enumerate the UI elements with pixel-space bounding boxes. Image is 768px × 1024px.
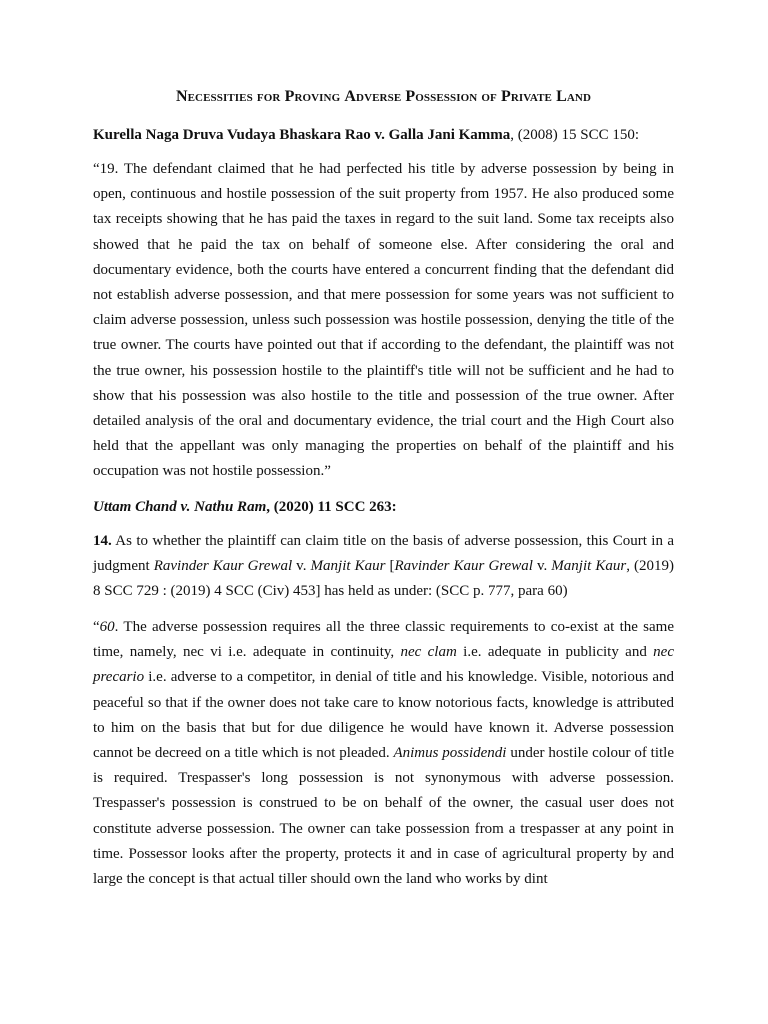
- latin-term: Animus possidendi: [393, 745, 507, 762]
- quote-text: . The adverse possession requires all the three classic requirements to co-exist at the same time, namely, nec vi i.e. adequate in continuity,: [93, 619, 674, 661]
- paragraph-text: As to whether the plaintiff can claim title on the basis of adverse possession, this Court in a judgment: [93, 533, 674, 575]
- title-part: dverse: [356, 88, 406, 105]
- title-part: P: [284, 88, 295, 105]
- case-party: Ravinder Kaur Grewal: [394, 558, 533, 575]
- title-part: A: [344, 88, 357, 105]
- quote-paragraph-2: [93, 615, 674, 892]
- paragraph-number: 14.: [93, 533, 112, 549]
- case-citation-ref-1: , (2008) 15 SCC 150:: [510, 127, 640, 143]
- paragraph-text: [: [385, 558, 395, 575]
- quote-mark: “: [93, 619, 100, 635]
- page-title: [93, 88, 674, 106]
- title-part: roving: [294, 88, 345, 105]
- case-party: Ravinder Kaur Grewal: [153, 558, 293, 575]
- title-part: N: [175, 88, 188, 105]
- case-party: Manjit Kaur: [551, 558, 627, 575]
- title-part: rivate: [510, 88, 557, 105]
- case-citation-ref-2: , (2020) 11 SCC 263:: [266, 499, 397, 515]
- paragraph-text: v.: [292, 558, 311, 575]
- case-name-2: Uttam Chand v. Nathu Ram: [93, 499, 267, 515]
- quote-para-number: 60: [99, 619, 115, 635]
- paragraph-14: [93, 529, 674, 605]
- title-part: P: [500, 88, 511, 105]
- paragraph-text: , (2019) 8 SCC 729 : (2019) 4 SCC (Civ) 453] has held as under: (SCC p. 777, para 60): [93, 558, 675, 600]
- quote-text: i.e. adverse to a competitor, in denial of title and his knowledge. Visible, notorious and peaceful so that if the owner does not take care to know notorious facts, knowledge is attributed to him on the basis that but for due diligence he would have known it. Adverse possession cannot be decreed on a title which is not pleaded.: [93, 669, 674, 762]
- title-part: L: [556, 88, 567, 105]
- title-part: and: [566, 88, 592, 105]
- latin-term: nec clam: [400, 644, 457, 661]
- latin-term: nec precario: [93, 644, 674, 686]
- quote-text: i.e. adequate in publicity and: [456, 644, 654, 661]
- case-name-1: Kurella Naga Druva Vudaya Bhaskara Rao v. Galla Jani Kamma: [93, 127, 511, 143]
- title-part: P: [405, 88, 416, 105]
- paragraph-text: v.: [532, 558, 552, 575]
- title-part: ossession of: [415, 88, 501, 105]
- case-citation-1: [93, 124, 674, 146]
- case-citation-2: [93, 496, 674, 518]
- quote-paragraph-1: “19. The defendant claimed that he had perfected his title by adverse possession by being in open, continuous and hostile possession of the suit property from 1957. He also produced some tax receipts showing that he has paid the taxes in regard to the suit land. Some tax receipts also showed that he paid the tax on behalf of someone else. After considering the oral and documentary evidence, both the courts have entered a concurrent finding that the defendant did not establish adverse possession, and that mere possession for some years was not sufficient to claim adverse possession, unless such possession was hostile possession, denying the title of the true owner. The courts have pointed out that if according to the defendant, the plaintiff was not the true owner, his possession hostile to the plaintiff's title will not be sufficient and he had to show that his possession was also hostile to the title and possession of the true owner. After detailed analysis of the oral and documentary evidence, the trial court and the High Court also held that the appellant was only managing the properties on behalf of the plaintiff and his occupation was not hostile possession.”: [93, 161, 674, 480]
- quote-text: under hostile colour of title is required. Trespasser's long possession is not synonymous with adverse possession. Trespasser's possession is construed to be on behalf of the owner, the casual user does not constitute adverse possession. The owner can take possession from a trespasser at any point in time. Possessor looks after the property, protects it and in case of agricultural property by and large the concept is that actual tiller should own the land who works by dint: [93, 745, 674, 888]
- title-part: ecessities for: [187, 88, 285, 105]
- case-party: Manjit Kaur: [310, 558, 386, 575]
